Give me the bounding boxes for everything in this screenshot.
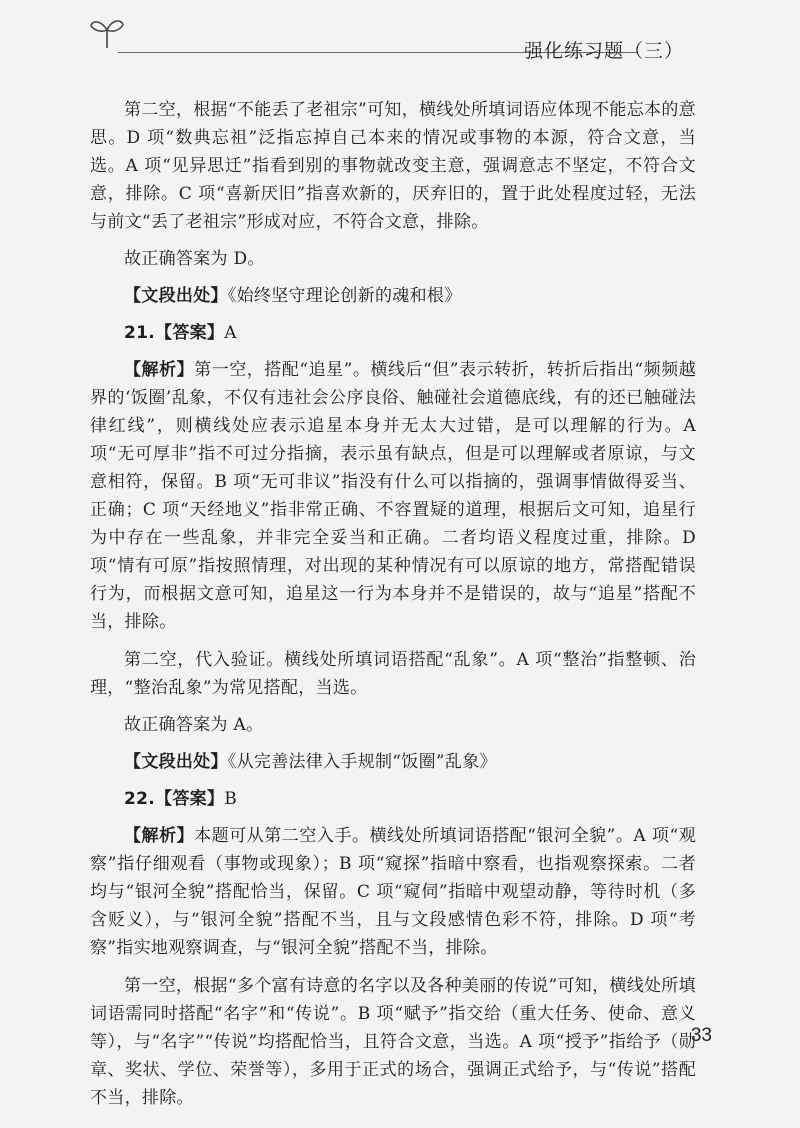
- header-title: 强化练习题（三）: [523, 40, 684, 62]
- answer-value: A: [224, 323, 237, 343]
- source-title: 《从完善法律入手规制“饭圈”乱象》: [227, 752, 497, 772]
- source-tag: 【文段出处】: [124, 752, 228, 772]
- paragraph: 故正确答案为 D。: [124, 249, 265, 269]
- answer-value: B: [224, 789, 238, 809]
- analysis-text: 本题可从第二空入手。横线处所填词语搭配“银河全貌”。A 项“观察”指仔细观看（事物或现象）；B 项“窥探”指暗中察看，也指观察探索。二者均与“银河全貌”搭配恰当，保留。C 项“窥伺”指暗中观望动静，等待时机（多含贬义），与“银河全貌”搭配不当，且与文段感情色彩不符，排除。D 项“考察”指实地观察调查，与“银河全貌”搭配不当，排除。: [90, 826, 696, 958]
- analysis-paragraph: [90, 356, 696, 636]
- analysis-tag: 【解析】: [124, 826, 195, 846]
- analysis-text: 第一空，搭配“追星”。横线后“但”表示转折，转折后指出“频频越界的‘饭圈’乱象，不仅有违社会公序良俗、触碰社会道德底线，有的还已触碰法律红线”，则横线处应表示追星本身并无太大过错，是可以理解的行为。A 项“无可厚非”指不可过分指摘，表示虽有缺点，但是可以理解或者原谅，与文意相符，保留。B 项“无可非议”指没有什么可以指摘的，强调事情做得妥当、正确；C 项“天经地义”指非常正确、不容置疑的道理，根据后文可知，追星行为中存在一些乱象，并非完全妥当和正确。二者均语义程度过重，排除。D 项“情有可原”指按照情理，对出现的某种情况有可以原谅的地方，常搭配错误行为，而根据文意可知，追星这一行为本身并不是错误的，故与“追星”搭配不当，排除。: [90, 360, 696, 632]
- paragraph: 故正确答案为 A。: [124, 715, 264, 735]
- answer-line: [90, 319, 696, 347]
- running-header: [88, 12, 728, 62]
- paragraph: 第二空，根据“不能丢了老祖宗”可知，横线处所填词语应体现不能忘本的意思。D 项“数典忘祖”泛指忘掉自己本来的情况或事物的本源，符合文意，当选。A 项“见异思迁”指看到别的事物就改变主意，强调意志不坚定，不符合文意，排除。C 项“喜新厌旧”指喜欢新的，厌弃旧的，置于此处程度过轻，无法与前文“丢了老祖宗”形成对应，不符合文意，排除。: [90, 100, 696, 232]
- paragraph: 第二空，代入验证。横线处所填词语搭配“乱象”。A 项“整治”指整顿、治理，“整治乱象”为常见搭配，当选。: [90, 650, 696, 698]
- page-body: [90, 96, 696, 1112]
- source-line: [90, 748, 696, 776]
- answer-tag: 22.【答案】: [124, 789, 225, 809]
- answer-line: [90, 785, 696, 813]
- paragraph: 第一空，根据“多个富有诗意的名字以及各种美丽的传说”可知，横线处所填词语需同时搭配“名字”和“传说”。B 项“赋予”指交给（重大任务、使命、意义等），与“名字”“传说”均搭配恰当，且符合文意，当选。A 项“授予”指给予（勋章、奖状、学位、荣誉等），多用于正式的场合，强调正式给予，与“传说”搭配不当，排除。: [90, 976, 696, 1108]
- source-line: [90, 282, 696, 310]
- sprout-icon: [88, 14, 126, 50]
- source-title: 《始终坚守理论创新的魂和根》: [227, 286, 462, 306]
- analysis-tag: 【解析】: [124, 360, 195, 380]
- source-tag: 【文段出处】: [124, 286, 228, 306]
- page-number: 33: [690, 1025, 712, 1046]
- answer-tag: 21.【答案】: [124, 323, 225, 343]
- analysis-paragraph: [90, 822, 696, 962]
